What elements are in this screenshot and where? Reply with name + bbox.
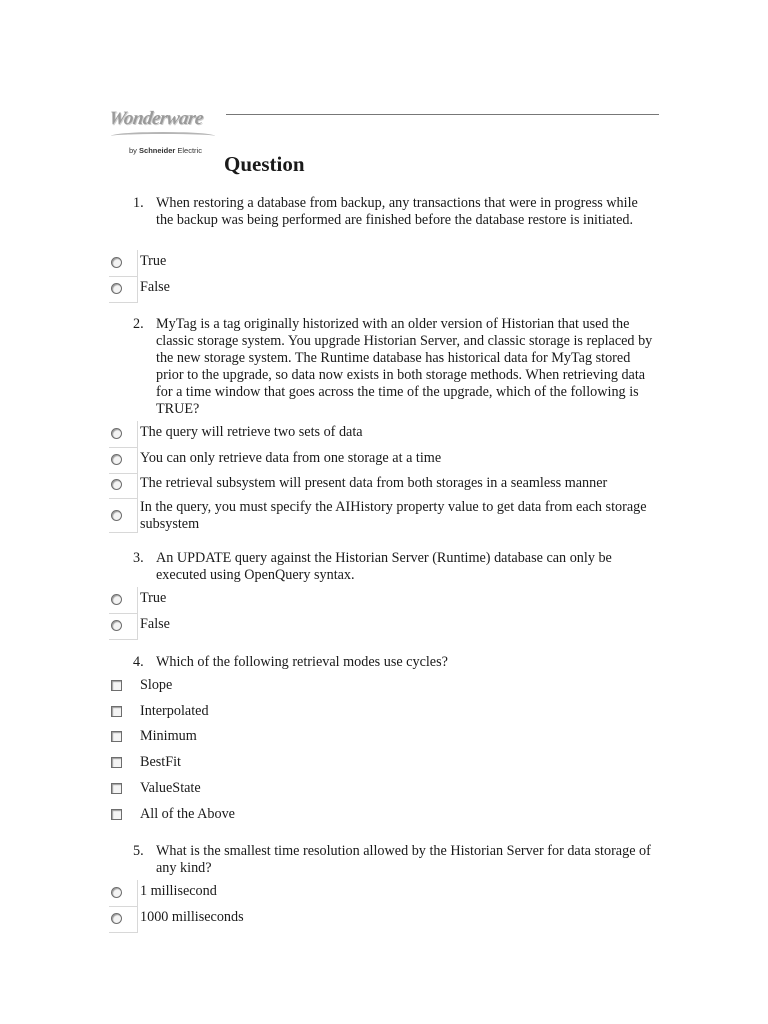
radio-button[interactable] [111,913,122,924]
question-text: When restoring a database from backup, any transactions that were in progress while the backup was being performed are finished before the database restore is initiated. [156,195,638,228]
checkbox[interactable] [111,706,122,717]
option-label: The retrieval subsystem will present data from both storages in a seamless manner [140,475,608,491]
question-number: 4. [133,654,144,670]
checkbox[interactable] [111,809,122,820]
option-label: Minimum [140,728,197,744]
question-5 [133,843,653,877]
option-cell [109,472,138,499]
option-label: 1 millisecond [140,883,217,899]
checkbox[interactable] [111,680,122,691]
option-cell [109,587,138,614]
option-label: 1000 milliseconds [140,909,244,925]
option-label: True [140,590,167,606]
q2-option-1[interactable] [109,421,669,447]
option-label: In the query, you must specify the AIHistory property value to get data from each storage subsystem [140,499,647,532]
option-cell [109,496,138,533]
wonderware-logo [109,108,219,158]
option-label: ValueState [140,780,201,796]
q4-option-bestfit[interactable] [109,751,669,777]
option-label: BestFit [140,754,181,770]
q5-option-1ms[interactable] [109,880,669,906]
q4-option-slope[interactable] [109,674,669,700]
q2-option-2[interactable] [109,447,669,473]
question-number: 5. [133,843,144,859]
option-label: The query will retrieve two sets of data [140,424,363,440]
radio-button[interactable] [111,428,122,439]
radio-button[interactable] [111,620,122,631]
question-number: 1. [133,195,144,211]
option-label: False [140,616,170,632]
q2-option-3[interactable] [109,472,669,498]
option-label: Interpolated [140,703,209,719]
option-label: All of the Above [140,806,235,822]
question-text: An UPDATE query against the Historian Server (Runtime) database can only be executed using OpenQuery syntax. [156,550,612,583]
page-title: Question [224,152,305,176]
radio-button[interactable] [111,887,122,898]
option-cell [109,613,138,640]
q3-option-true[interactable] [109,587,669,613]
radio-button[interactable] [111,479,122,490]
question-2 [133,316,653,418]
q1-option-true[interactable] [109,250,669,276]
question-4 [133,654,653,671]
logo-byline [129,146,202,155]
radio-button[interactable] [111,594,122,605]
question-number: 3. [133,550,144,566]
header-rule [226,114,659,115]
radio-button[interactable] [111,510,122,521]
option-cell [109,276,138,303]
option-cell [109,906,138,933]
radio-button[interactable] [111,454,122,465]
question-1 [133,195,653,229]
option-label: Slope [140,677,173,693]
radio-button[interactable] [111,283,122,294]
logo-company-rest: Electric [177,146,202,155]
q4-option-valuestate[interactable] [109,777,669,803]
question-text: MyTag is a tag originally historized with an older version of Historian that used the classic storage system. You upgrade Historian Server, and classic storage is replaced by the new storage system. The Runtime database has historical data for MyTag stored prior to the upgrade, so data now exists in both storage methods. When retrieving data for a time window that goes across the time of the upgrade, which of the following is TRUE? [156,316,653,417]
logo-company-bold: Schneider [139,146,176,155]
question-text: What is the smallest time resolution allowed by the Historian Server for data storage of any kind? [156,843,651,876]
logo-brand: Wonderware [107,108,205,129]
option-cell [109,421,138,448]
option-cell [109,880,138,907]
question-number: 2. [133,316,144,332]
q2-option-4[interactable] [109,496,669,532]
logo-by-prefix: by [129,146,137,155]
question-3 [133,550,653,584]
q1-option-false[interactable] [109,276,669,302]
option-label: True [140,253,167,269]
checkbox[interactable] [111,783,122,794]
option-label: You can only retrieve data from one storage at a time [140,450,442,466]
radio-button[interactable] [111,257,122,268]
logo-swoosh [111,132,215,140]
question-text: Which of the following retrieval modes use cycles? [156,654,448,670]
checkbox[interactable] [111,757,122,768]
option-label: False [140,279,170,295]
q3-option-false[interactable] [109,613,669,639]
q4-option-interpolated[interactable] [109,700,669,726]
option-cell [109,447,138,474]
q5-option-1000ms[interactable] [109,906,669,932]
checkbox[interactable] [111,731,122,742]
q4-option-all[interactable] [109,803,669,829]
option-cell [109,250,138,277]
q4-option-minimum[interactable] [109,725,669,751]
